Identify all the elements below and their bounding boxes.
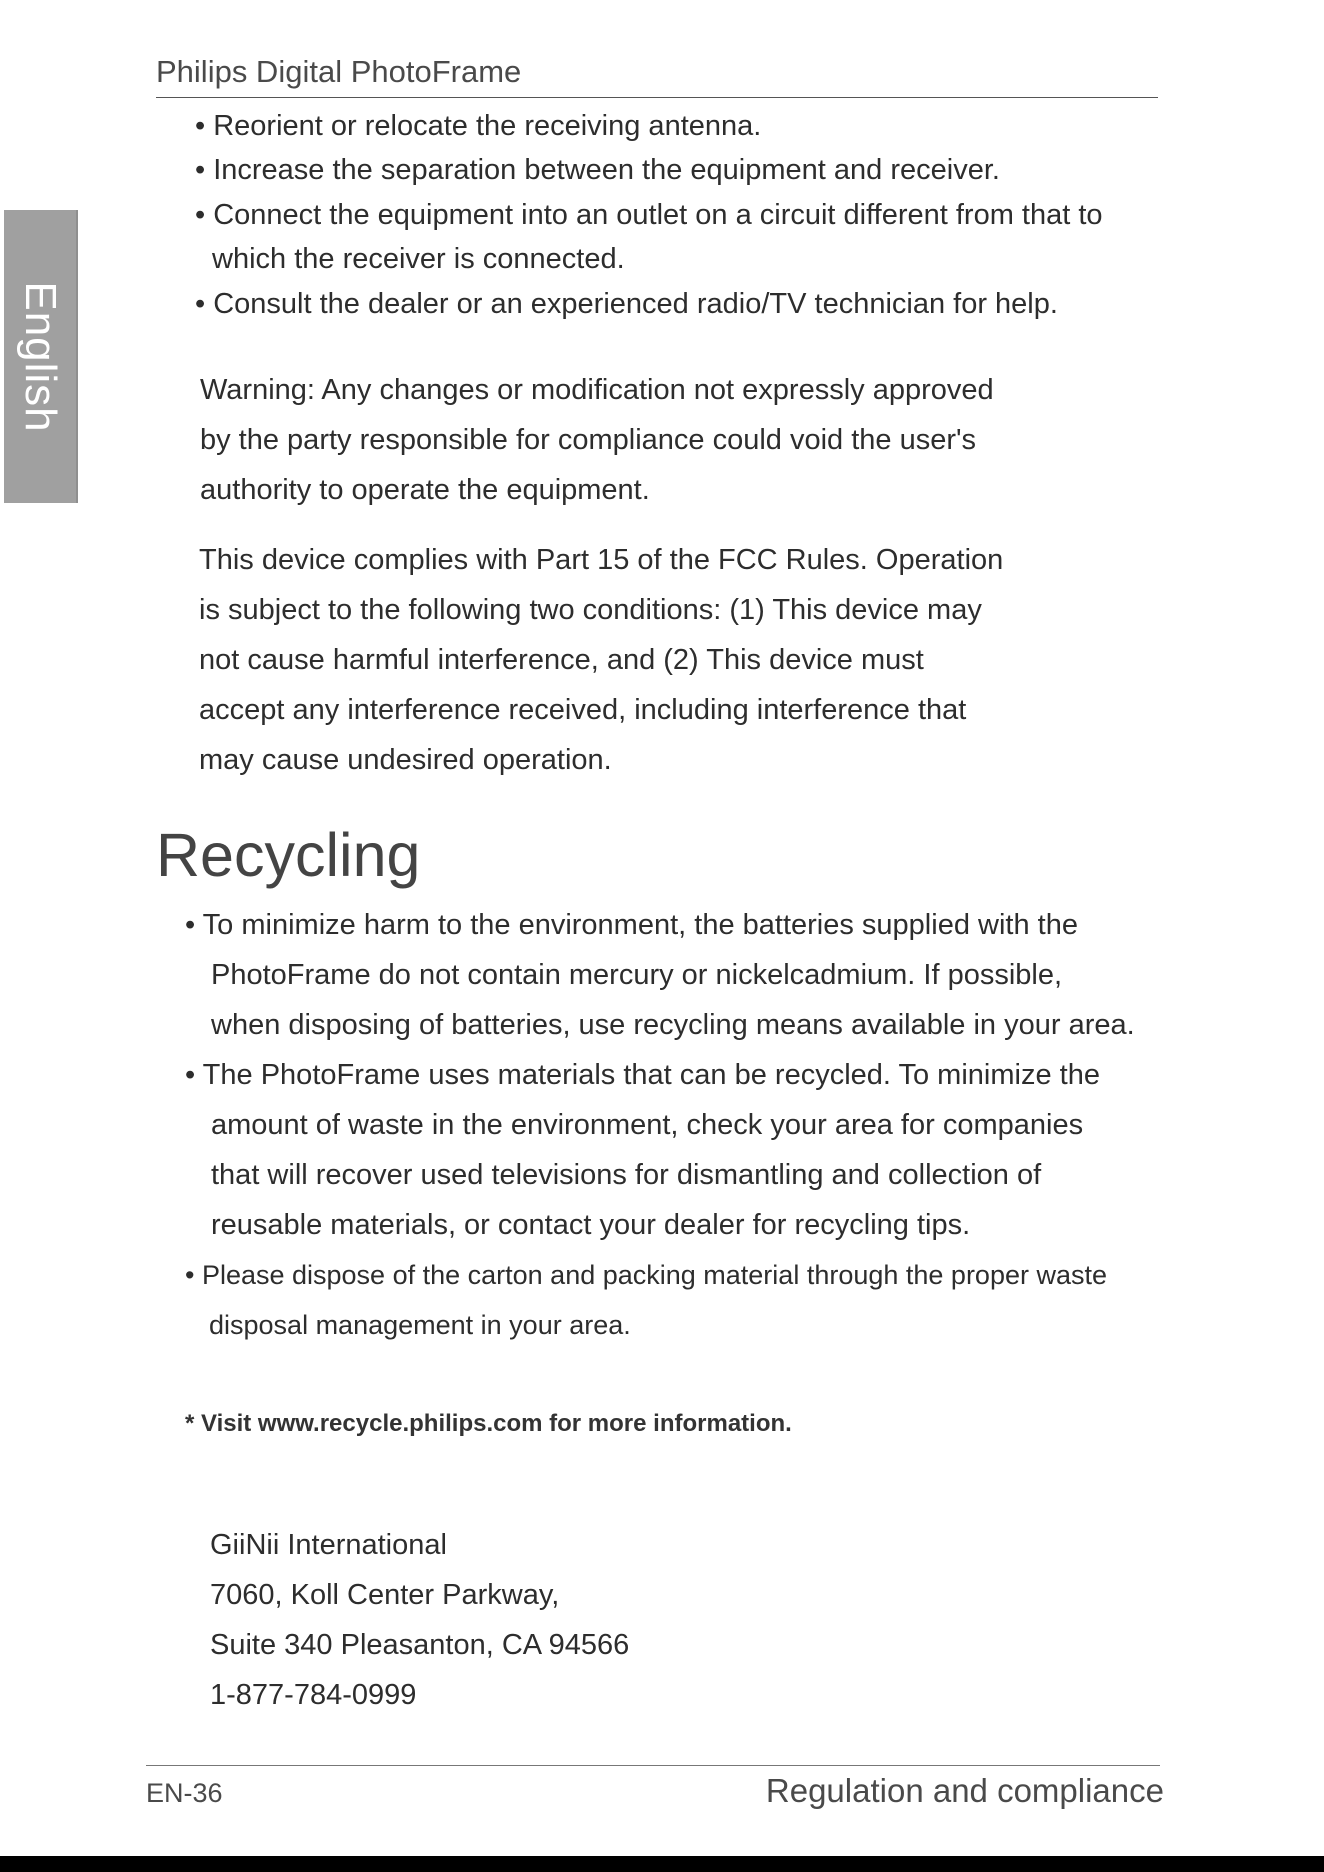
- warning-line: authority to operate the equipment.: [200, 474, 650, 506]
- bottom-scan-edge: [0, 1856, 1324, 1872]
- language-side-tab: [4, 210, 76, 503]
- warning-line: by the party responsible for compliance could void the user's: [200, 424, 977, 456]
- recycling-heading: Recycling: [156, 821, 421, 889]
- interference-list-item: • Reorient or relocate the receiving antenna.: [195, 110, 762, 142]
- recycling-line: disposal management in your area.: [209, 1310, 631, 1340]
- contact-address-line: 7060, Koll Center Parkway,: [210, 1579, 560, 1611]
- recycling-line: • To minimize harm to the environment, the batteries supplied with the: [185, 909, 1078, 941]
- contact-address-line: Suite 340 Pleasanton, CA 94566: [210, 1629, 630, 1661]
- interference-list-item: • Consult the dealer or an experienced radio/TV technician for help.: [195, 288, 1058, 320]
- fcc-line: is subject to the following two conditions: (1) This device may: [199, 594, 982, 626]
- recycling-line: • Please dispose of the carton and packing material through the proper waste: [185, 1260, 1108, 1290]
- interference-list-item: • Increase the separation between the equipment and receiver.: [195, 154, 1000, 186]
- fcc-line: not cause harmful interference, and (2) This device must: [199, 644, 924, 676]
- language-tab-label: English: [16, 280, 65, 433]
- recycling-line: amount of waste in the environment, check your area for companies: [211, 1109, 1084, 1141]
- recycling-line: • The PhotoFrame uses materials that can be recycled. To minimize the: [185, 1059, 1100, 1091]
- footer-rule: [146, 1765, 1160, 1766]
- fcc-line: may cause undesired operation.: [199, 744, 612, 776]
- header-rule: [156, 97, 1158, 98]
- running-header-title: Philips Digital PhotoFrame: [156, 54, 522, 89]
- contact-company: GiiNii International: [210, 1529, 447, 1561]
- fcc-line: This device complies with Part 15 of the FCC Rules. Operation: [199, 544, 1004, 576]
- recycling-line: when disposing of batteries, use recycling means available in your area.: [211, 1009, 1135, 1041]
- contact-phone: 1-877-784-0999: [210, 1679, 417, 1711]
- recycling-line: reusable materials, or contact your dealer for recycling tips.: [211, 1209, 971, 1241]
- warning-line: Warning: Any changes or modification not expressly approved: [200, 374, 994, 406]
- interference-list-item-continuation: which the receiver is connected.: [212, 243, 625, 275]
- page-number: EN-36: [146, 1778, 223, 1808]
- recycling-line: that will recover used televisions for dismantling and collection of: [211, 1159, 1042, 1191]
- recycling-website-note: * Visit www.recycle.philips.com for more information.: [185, 1410, 792, 1437]
- footer-section-title: Regulation and compliance: [765, 1772, 1164, 1809]
- recycling-line: PhotoFrame do not contain mercury or nickelcadmium. If possible,: [211, 959, 1063, 991]
- interference-list-item: • Connect the equipment into an outlet on a circuit different from that to: [195, 199, 1103, 231]
- fcc-line: accept any interference received, including interference that: [199, 694, 967, 726]
